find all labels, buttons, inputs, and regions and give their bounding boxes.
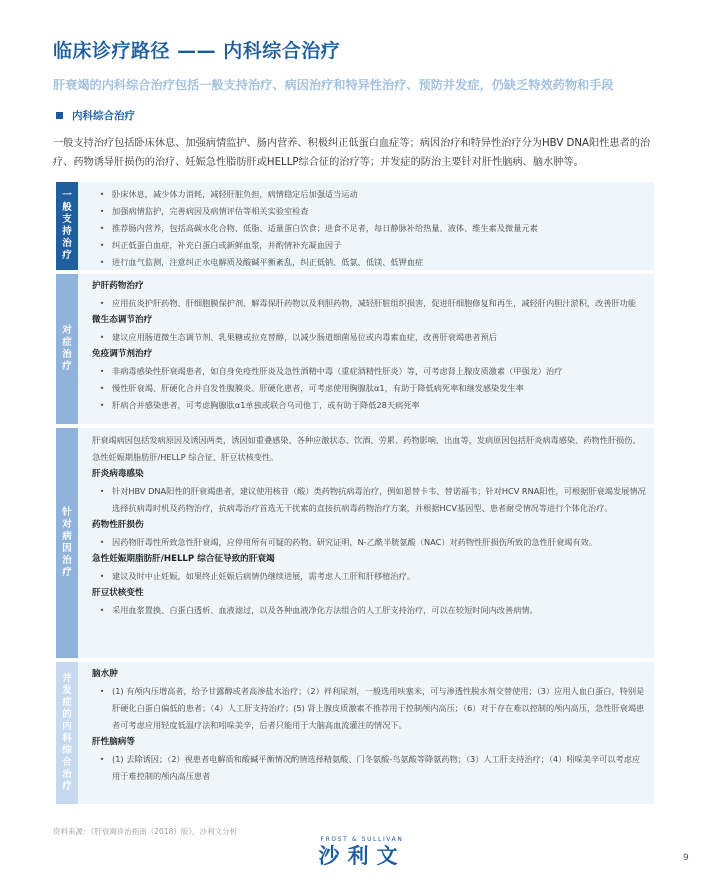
treatment-blocks [56, 182, 654, 808]
block-side-label: 并发症的内科综合治疗 [56, 662, 78, 804]
list-item: • 卧床休息，减少体力消耗，减轻肝脏负担，病情稳定后加强适当运动 [99, 189, 358, 199]
section-heading [56, 108, 135, 123]
block-intro: 肝衰竭病因包括发病原因及诱因两类，诱因如重叠感染、各种应激状态、饮酒、劳累、药物影响、出血等，发病原因包括肝炎病毒感染、药物性肝损伤、急性妊娠期脂肪肝/HELLP 综合征、肝豆状核变性。 [92, 435, 641, 462]
source-note: 资料来源：《肝衰竭诊治指南（2018）版》，沙利文分析 [53, 827, 238, 836]
logo-english: FROST & SULLIVAN [320, 836, 404, 843]
block-general-support [56, 182, 654, 270]
square-bullet-icon [56, 112, 63, 119]
list-item: • 因药物肝毒性所致急性肝衰竭，应停用所有可疑的药物。研究证明，N-乙酰半胱氨酸（NAC）对药物性肝损伤所致的急性肝衰竭有效。 [99, 537, 597, 547]
block-complications [56, 662, 654, 804]
list-item: • 慢性肝衰竭、肝硬化合并自发性腹膜炎、肝硬化患者，可考虑使用胸腺肽α1，有助于降低病死率和继发感染发生率 [99, 383, 524, 393]
group-title: 肝性脑病等 [92, 737, 135, 747]
block-side-label: 针对病因治疗 [56, 428, 78, 658]
block-body [78, 662, 654, 804]
logo-chinese: 沙利文 [318, 844, 406, 868]
block-body [78, 182, 654, 270]
block-side-label: 对症治疗 [56, 274, 78, 424]
list-item: • 采用血浆置换、白蛋白透析、血液滤过，以及各种血液净化方法组合的人工肝支持治疗，可以在较短时间内改善病情。 [99, 605, 538, 615]
list-item: • 肝病合并感染患者，可考虑胸腺肽α1单独或联合乌司他丁，或有助于降低28天病死率 [99, 400, 420, 410]
list-item: • 针对HBV DNA阳性的肝衰竭患者，建议使用核苷（酸）类药物抗病毒治疗，例如恩替卡韦、替诺福韦；针对HCV RNA阳性，可根据肝衰竭发展情况选择抗病毒时机及药物治疗，抗病毒治疗首选无干扰素的直接抗病毒药物治疗方案，并根据HCV基因型、患者耐受情况等进行个体化治疗。 [99, 486, 646, 513]
page-number: 9 [683, 853, 689, 863]
list-item: • 建议应用肠道微生态调节剂、乳果糖或拉克替醇，以减少肠道细菌易位或内毒素血症，改善肝衰竭患者预后 [99, 332, 497, 342]
frost-sullivan-logo [300, 836, 424, 869]
list-item: • 加强病情监护，完善病因及病情评估等相关实验室检查 [99, 206, 309, 216]
section-label: 内科综合治疗 [72, 110, 135, 122]
list-item: • 建议及时中止妊娠，如果终止妊娠后病情仍继续进展，需考虑人工肝和肝移植治疗。 [99, 571, 415, 581]
group-title: 护肝药物治疗 [92, 281, 144, 291]
list-item: • 非病毒感染性肝衰竭患者，如自身免疫性肝炎及急性酒精中毒（重症酒精性肝炎）等，可考虑肾上腺皮质激素（甲强龙）治疗 [99, 366, 563, 376]
block-symptomatic [56, 274, 654, 424]
group-title: 肝豆状核变性 [92, 588, 144, 598]
list-item: • 应用抗炎护肝药物、肝细胞膜保护剂、解毒保肝药物以及利胆药物，减轻肝脏组织损害，促进肝细胞修复和再生，减轻肝内胆汁淤积，改善肝功能 [99, 298, 637, 308]
group-title: 免疫调节剂治疗 [92, 349, 153, 359]
list-item: • 推荐肠内营养，包括高碳水化合物、低脂、适量蛋白饮食；进食不足者，每日静脉补给热量、液体、维生素及微量元素 [99, 223, 538, 233]
page-title: 临床诊疗路径 —— 内科综合治疗 [53, 40, 341, 62]
group-title: 微生态调节治疗 [92, 315, 153, 325]
block-etiology [56, 428, 654, 658]
block-side-label: 一般支持治疗 [56, 182, 78, 270]
group-title: 急性妊娠期脂肪肝/HELLP 综合征导致的肝衰竭 [92, 554, 275, 564]
group-title: 药物性肝损伤 [92, 520, 144, 530]
list-item: • (1) 去除诱因；（2）视患者电解质和酸碱平衡情况酌情选择精氨酸、门冬氨酸-鸟氨酸等降氨药物；（3）人工肝支持治疗；（4）吲哚美辛可以考虑应用于难控制的颅内高压患者 [99, 754, 641, 781]
list-item: • (1) 有颅内压增高者，给予甘露醇或者高渗盐水治疗；（2）袢利尿剂，一般选用呋塞米，可与渗透性脱水剂交替使用；（3）应用人血白蛋白，特别是肝硬化白蛋白偏低的患者；（4）人工肝支持治疗；(5) 肾上腺皮质激素不推荐用于控制颅内高压；（6）对于存在难以控制的颅内高压，急性肝衰竭患者可考虑应用轻度低温疗法和吲哚美辛，后者只能用于大脑高血流灌注的情况下。 [99, 686, 645, 730]
list-item: • 纠正低蛋白血症，补充白蛋白或新鲜血浆，并酌情补充凝血因子 [99, 240, 342, 250]
page-subtitle: 肝衰竭的内科综合治疗包括一般支持治疗、病因治疗和特异性治疗、预防并发症，仍缺乏特效药物和手段 [53, 78, 614, 92]
block-body [78, 274, 654, 424]
block-body [78, 428, 654, 658]
group-title: 肝炎病毒感染 [92, 469, 144, 479]
intro-paragraph: 一般支持治疗包括卧床休息、加强病情监护、肠内营养、积极纠正低蛋白血症等；病因治疗和特异性治疗分为HBV DNA阳性患者的治疗、药物诱导肝损伤的治疗、妊娠急性脂肪肝或HELLP综合征的治疗等；并发症的防治主要针对肝性脑病、脑水肿等。 [53, 138, 651, 168]
list-item: • 进行血气监测，注意纠正水电解质及酸碱平衡紊乱，纠正低钠、低氯、低镁、低钾血症 [99, 257, 424, 267]
group-title: 脑水肿 [92, 669, 118, 679]
